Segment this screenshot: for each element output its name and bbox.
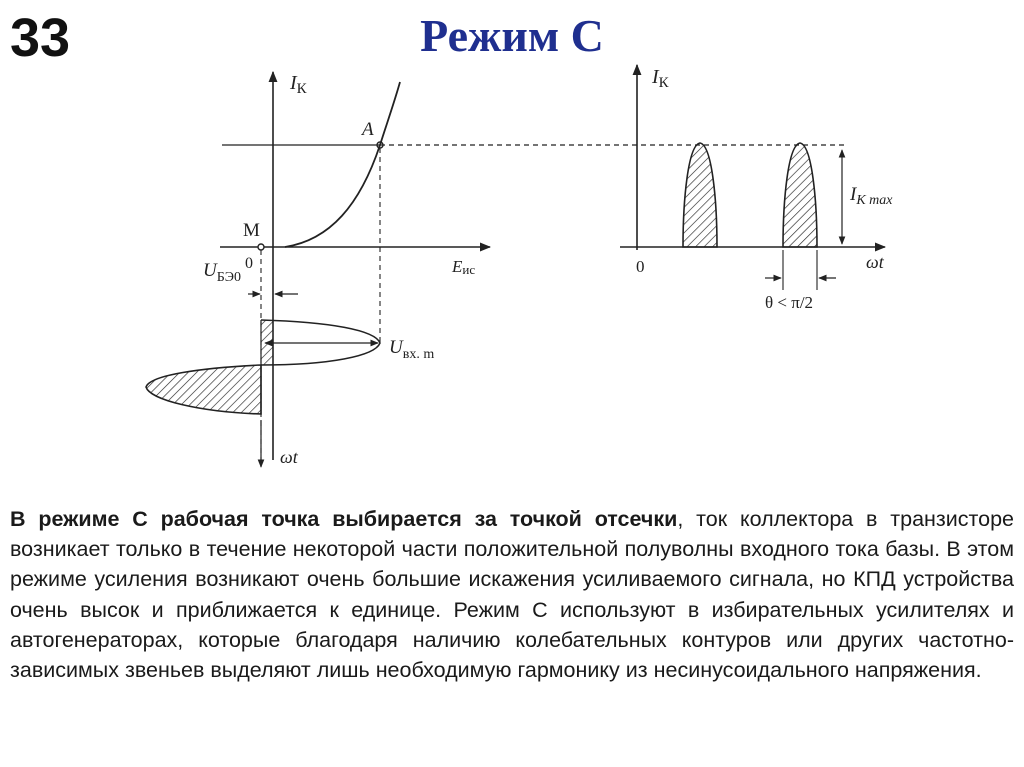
point-a-label: A — [362, 119, 374, 140]
left-origin-label: 0 — [245, 255, 253, 272]
slide-number: 33 — [10, 8, 71, 68]
point-m-label: M — [243, 220, 260, 241]
description-lead: В режиме С рабочая точка выбирается за точкой отсечки — [10, 507, 678, 531]
left-y-label: $I_К$ — [290, 72, 307, 97]
point-m-marker — [258, 244, 264, 250]
slide-title: Режим С — [420, 10, 604, 61]
right-y-label: $I_К$ — [652, 66, 669, 91]
pulse-2 — [783, 143, 817, 247]
description-paragraph — [10, 504, 1014, 685]
right-diagram — [620, 65, 885, 290]
left-x-label: Eис — [452, 257, 476, 277]
omega-t-down-label: ωt — [280, 447, 298, 467]
u-be0-label: $U_{БЭ0}$ — [203, 260, 242, 285]
characteristic-curve — [285, 82, 400, 247]
ik-max-label: $I_{К max}$ — [850, 184, 893, 208]
pulse-1 — [683, 143, 717, 247]
right-x-label: ωt — [866, 252, 884, 272]
u-in-label: $U_{вх. m}$ — [389, 337, 435, 362]
right-origin-label: 0 — [636, 257, 645, 276]
input-wave-negative-hatched — [146, 365, 261, 414]
description-rest: , ток коллектора в транзисторе возникает только в течение некоторой части положительной полуволны входного тока базы. В этом режиме усиления возникают очень большие искажения усиливаемого сигнала, но КПД устройства очень высок и приближается к единице. Режим С используют в избирательных усилителях и автогенераторах, которые благодаря наличию колебательных контуров или других частотно-зависимых звеньев выделяют лишь необходимую гармонику из несинусоидального напряжения. — [10, 507, 1015, 683]
theta-label: θ < π/2 — [765, 293, 814, 312]
